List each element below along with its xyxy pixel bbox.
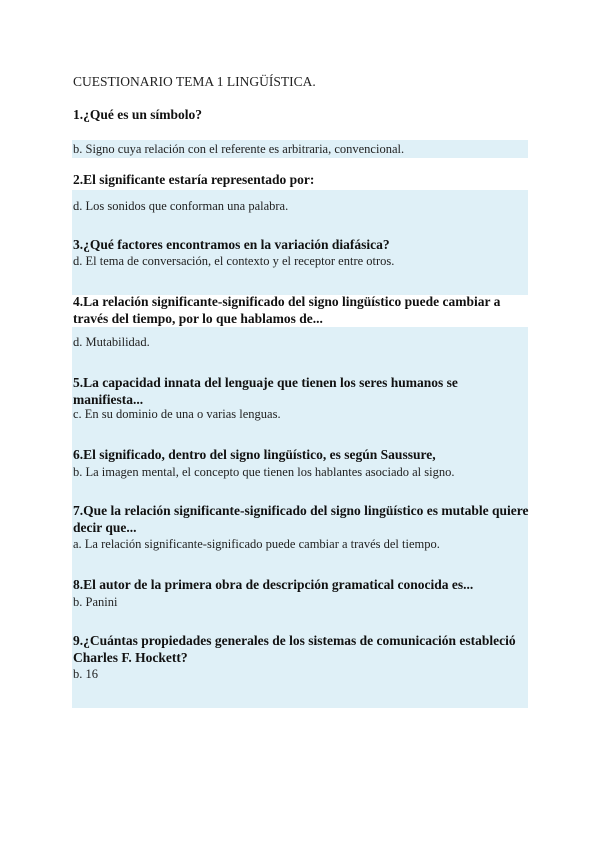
question-3: 3.¿Qué factores encontramos en la variación diafásica? <box>73 237 390 252</box>
question-7: 7.Que la relación significante-significado del signo lingüístico es mutable quiere decir que... <box>73 503 529 535</box>
question-6: 6.El significado, dentro del signo lingüístico, es según Saussure, <box>73 447 436 462</box>
question-5: 5.La capacidad innata del lenguaje que tienen los seres humanos se manifiesta... <box>73 375 458 407</box>
question-9: 9.¿Cuántas propiedades generales de los sistemas de comunicación estableció Charles F. Hockett? <box>73 633 516 665</box>
answer-4: d. Mutabilidad. <box>73 335 150 349</box>
answer-7: a. La relación significante-significado puede cambiar a través del tiempo. <box>73 537 440 551</box>
document-title: CUESTIONARIO TEMA 1 LINGÜÍSTICA. <box>73 74 316 89</box>
answer-8: b. Panini <box>73 595 118 609</box>
answer-2: d. Los sonidos que conforman una palabra. <box>73 199 289 213</box>
answer-6: b. La imagen mental, el concepto que tienen los hablantes asociado al signo. <box>73 465 455 479</box>
answer-9: b. 16 <box>73 667 98 681</box>
answer-1: b. Signo cuya relación con el referente es arbitraria, convencional. <box>73 142 405 156</box>
answer-5: c. En su dominio de una o varias lenguas. <box>73 407 281 421</box>
question-1: 1.¿Qué es un símbolo? <box>73 107 203 122</box>
question-8: 8.El autor de la primera obra de descripción gramatical conocida es... <box>73 577 474 592</box>
question-4: 4.La relación significante-significado del signo lingüístico puede cambiar a través del tiempo, por lo que hablamos de... <box>73 294 501 326</box>
answer-3: d. El tema de conversación, el contexto y el receptor entre otros. <box>73 254 395 268</box>
question-2: 2.El significante estaría representado por: <box>73 172 315 187</box>
